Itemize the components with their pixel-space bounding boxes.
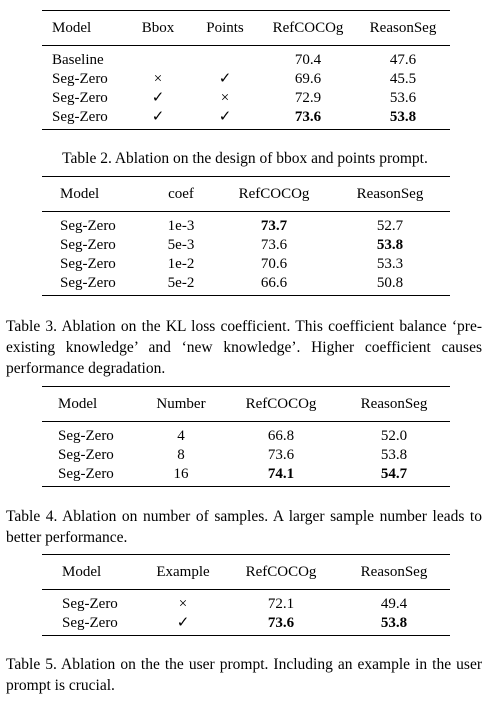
column-header-reasonseg: ReasonSeg [360,396,428,412]
cell-refcocog: 70.4 [294,52,322,68]
column-header-model: Model [52,20,92,36]
column-header-refcocog: RefCOCOg [245,564,317,580]
cell-refcocog: 73.6 [260,237,288,253]
table-4 [42,386,450,487]
cell-points: ✓ [218,109,232,125]
table-2 [42,10,450,130]
cell-bbox: × [153,71,163,87]
table-3-caption: Table 3. Ablation on the KL loss coefficient. This coefficient balance ‘pre-existing knowledge’ and ‘new knowledge’. Higher coefficient causes performance degradation. [6,318,482,377]
cell-reasonseg: 53.8 [380,447,408,463]
table-row [42,108,450,130]
table-row [42,212,450,237]
cell-coef: 5e-2 [167,275,195,291]
table-5 [42,554,450,636]
table-row [42,422,450,447]
cell-coef: 5e-3 [167,237,195,253]
cell-reasonseg: 53.6 [389,90,417,106]
column-header-refcocog: RefCOCOg [245,396,317,412]
column-header-reasonseg: ReasonSeg [356,186,424,202]
cell-coef: 1e-3 [167,218,195,234]
cell-refcocog: 73.6 [294,109,322,125]
cell-reasonseg: 52.0 [380,428,408,444]
column-header-reasonseg: ReasonSeg [369,20,437,36]
cell-number: 8 [177,447,185,463]
cell-refcocog: 66.6 [260,275,288,291]
table-row [42,465,450,487]
table-row [42,89,450,108]
cell-refcocog: 73.6 [267,615,295,631]
cell-model: Seg-Zero [60,218,116,234]
column-header-coef: coef [168,186,194,202]
table-5-caption: Table 5. Ablation on the the user prompt. Including an example in the user prompt is crucial. [6,656,482,694]
cell-reasonseg: 49.4 [380,596,408,612]
cell-bbox: ✓ [151,109,165,125]
column-header-number: Number [156,396,206,412]
cell-refcocog: 74.1 [267,466,295,482]
cell-model: Seg-Zero [58,428,114,444]
table-row [42,255,450,274]
column-header-model: Model [58,396,98,412]
cell-model: Seg-Zero [62,596,118,612]
cell-reasonseg: 53.8 [376,237,404,253]
cell-refcocog: 73.6 [267,447,295,463]
column-header-refcocog: RefCOCOg [238,186,310,202]
cell-points [190,46,260,71]
column-header-example: Example [156,564,210,580]
column-header-refcocog: RefCOCOg [272,20,344,36]
cell-bbox [126,46,190,71]
table-2-caption: Table 2. Ablation on the design of bbox and points prompt. [62,150,428,167]
table-header-row [42,387,450,422]
table-row [42,614,450,636]
table-row [42,274,450,296]
cell-refcocog: 70.6 [260,256,288,272]
column-header-points: Points [206,20,244,36]
cell-reasonseg: 45.5 [389,71,417,87]
table-header-row [42,11,450,46]
cell-model: Seg-Zero [58,447,114,463]
table-row [42,46,450,71]
cell-points: × [220,90,230,106]
table-row [42,70,450,89]
cell-number: 16 [173,466,189,482]
cell-model: Seg-Zero [60,237,116,253]
cell-model: Seg-Zero [60,256,116,272]
cell-reasonseg: 50.8 [376,275,404,291]
cell-refcocog: 73.7 [260,218,288,234]
cell-reasonseg: 53.3 [376,256,404,272]
cell-refcocog: 66.8 [267,428,295,444]
cell-model: Seg-Zero [58,466,114,482]
cell-model: Seg-Zero [52,90,108,106]
cell-model: Seg-Zero [52,71,108,87]
table-row [42,236,450,255]
cell-refcocog: 69.6 [294,71,322,87]
cell-reasonseg: 52.7 [376,218,404,234]
cell-model: Seg-Zero [62,615,118,631]
table-header-row [42,177,450,212]
cell-reasonseg: 47.6 [389,52,417,68]
cell-points: ✓ [218,71,232,87]
table-row [42,446,450,465]
cell-number: 4 [177,428,185,444]
column-header-model: Model [60,186,100,202]
cell-reasonseg: 54.7 [380,466,408,482]
column-header-reasonseg: ReasonSeg [360,564,428,580]
cell-model: Seg-Zero [60,275,116,291]
column-header-model: Model [62,564,102,580]
cell-refcocog: 72.9 [294,90,322,106]
table-row [42,590,450,615]
cell-coef: 1e-2 [167,256,195,272]
cell-reasonseg: 53.8 [380,615,408,631]
table-4-caption: Table 4. Ablation on number of samples. A larger sample number leads to better performance. [6,508,482,546]
cell-reasonseg: 53.8 [389,109,417,125]
cell-bbox: ✓ [151,90,165,106]
cell-example: × [178,596,188,612]
column-header-bbox: Bbox [141,20,175,36]
table-header-row [42,555,450,590]
table-3 [42,176,450,296]
cell-example: ✓ [176,615,190,631]
cell-refcocog: 72.1 [267,596,295,612]
cell-model: Seg-Zero [52,109,108,125]
cell-model: Baseline [52,52,104,68]
